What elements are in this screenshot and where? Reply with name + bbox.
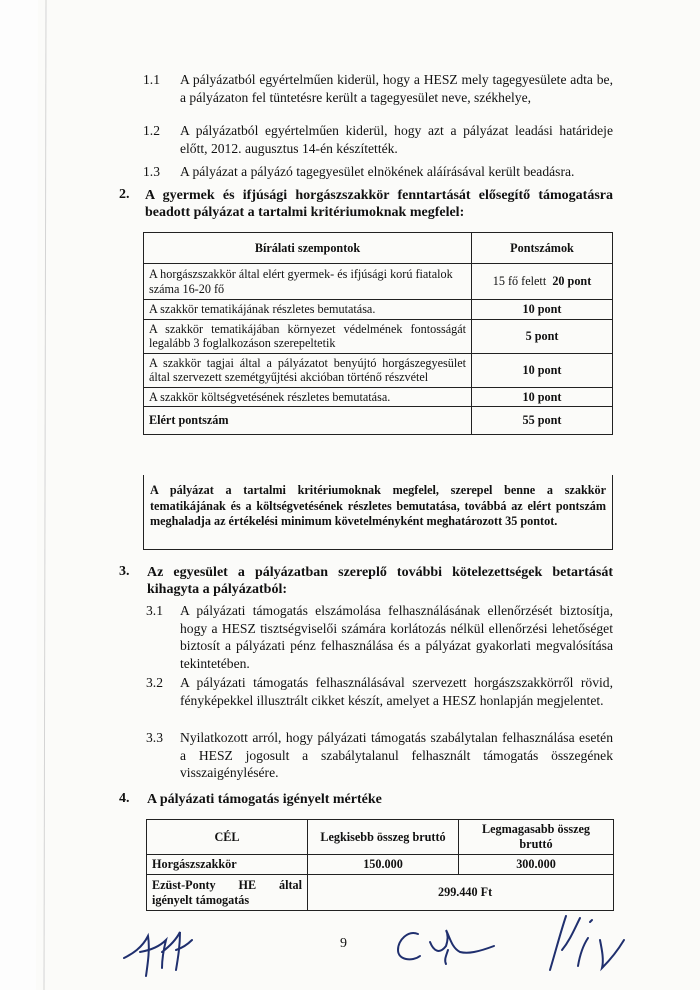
table-row xyxy=(147,855,614,875)
section-4-number: 4. xyxy=(119,791,130,806)
page-number: 9 xyxy=(340,936,347,951)
column-header: Legkisebb összeg bruttó xyxy=(308,820,459,855)
column-header: CÉL xyxy=(147,820,308,855)
criterion-cell: A szakkör tematikájának részletes bemutatása. xyxy=(144,300,472,320)
table-header-row xyxy=(147,820,614,855)
table-row xyxy=(144,353,613,387)
table-row xyxy=(147,875,614,911)
total-label: Elért pontszám xyxy=(144,407,472,435)
min-amount-cell: 150.000 xyxy=(308,855,459,875)
item-text: A pályázati támogatás elszámolása felhasználásának ellenőrzését biztosítja, hogy a HESZ tisztségviselői számára korlátozás nélkül ellenőrzési lehetőséget biztosít a pályázati pénz felhasználása és a pályázat gyakorlati megvalósítása tekintetében. xyxy=(180,603,613,671)
item-text: A pályázatból egyértelműen kiderül, hogy azt a pályázat leadási határideje előtt, 2012. augusztus 14-én készítették. xyxy=(180,123,613,156)
table-row xyxy=(144,387,613,407)
column-header: Pontszámok xyxy=(472,233,613,264)
signature-middle xyxy=(390,920,500,970)
signature-right xyxy=(540,910,630,980)
column-header: Bírálati szempontok xyxy=(144,233,472,264)
item-number: 1.3 xyxy=(143,164,160,179)
section-4-title: A pályázati támogatás igényelt mértéke xyxy=(147,792,382,807)
item-number: 1.2 xyxy=(143,123,160,138)
requested-label: Ezüst-Ponty HE által igényelt támogatás xyxy=(147,875,308,911)
criterion-cell: A szakkör tagjai által a pályázatot benyújtó horgászegyesület által szervezett szemétgyűjtési akcióban történő részvétel xyxy=(144,353,472,387)
criterion-cell: A szakkör költségvetésének részletes bemutatása. xyxy=(144,387,472,407)
column-header: Legmagasabb összeg bruttó xyxy=(459,820,614,855)
table-row xyxy=(144,300,613,320)
section-2-number: 2. xyxy=(119,187,130,202)
signature-left xyxy=(118,918,198,980)
criteria-summary: A pályázat a tartalmi kritériumoknak megfelel, szerepel benne a szakkör tematikájának és a költségvetésének részletes bemutatása, továbbá az elért pontszám meghaladja az értékelési minimum követelményként meghatározott 35 pontot. xyxy=(143,475,613,550)
item-text: A pályázatból egyértelműen kiderül, hogy a HESZ mely tagegyesülete adta be, a pályázaton fel tüntetésre került a tagegyesület neve, székhelye, xyxy=(180,72,613,105)
score-cell: 10 pont xyxy=(472,300,613,320)
grant-table xyxy=(146,819,614,911)
table-total-row xyxy=(144,407,613,435)
score-cell: 10 pont xyxy=(472,387,613,407)
requested-amount: 299.440 Ft xyxy=(308,875,614,911)
criterion-cell: A horgászszakkör által elért gyermek- és ifjúsági korú fiatalok száma 16-20 fő xyxy=(144,264,472,300)
max-amount-cell: 300.000 xyxy=(459,855,614,875)
score-value: 20 pont xyxy=(552,274,592,289)
item-number: 3.1 xyxy=(146,603,163,618)
section-3-number: 3. xyxy=(119,564,130,579)
item-number: 3.2 xyxy=(146,675,163,690)
item-number: 1.1 xyxy=(143,72,160,87)
table-row xyxy=(144,319,613,353)
item-text: A pályázat a pályázó tagegyesület elnökének aláírásával került beadásra. xyxy=(180,164,575,179)
item-number: 3.3 xyxy=(146,730,163,745)
item-text: Nyilatkozott arról, hogy pályázati támogatás szabálytalan felhasználása esetén a HESZ jogosult a szabálytalanul felhasznált támogatás összegének visszaigénylésére. xyxy=(180,730,613,780)
score-cell: 5 pont xyxy=(472,319,613,353)
criterion-cell: A szakkör tematikájában környezet védelmének fontosságát legalább 3 foglalkozáson szerepeltetik xyxy=(144,319,472,353)
score-cell: 10 pont xyxy=(472,353,613,387)
table-row xyxy=(144,264,613,300)
goal-cell: Horgászszakkör xyxy=(147,855,308,875)
score-cell xyxy=(472,264,613,300)
criteria-table xyxy=(143,232,613,435)
table-header-row xyxy=(144,233,613,264)
section-2-title: A gyermek és ifjúsági horgászszakkör fenntartását elősegítő támogatásra beadott pályázat a tartalmi kritériumoknak megfelel: xyxy=(145,188,613,220)
total-value: 55 pont xyxy=(472,407,613,435)
item-text: A pályázati támogatás felhasználásával szervezett horgászszakkörről rövid, fényképekkel illusztrált cikket készít, amelyet a HESZ honlapján megjelentet. xyxy=(180,675,613,708)
score-prefix: 15 fő felett xyxy=(492,274,547,289)
section-3-title: Az egyesület a pályázatban szereplő további kötelezettségek betartását kihagyta a pályázatból: xyxy=(147,565,613,597)
